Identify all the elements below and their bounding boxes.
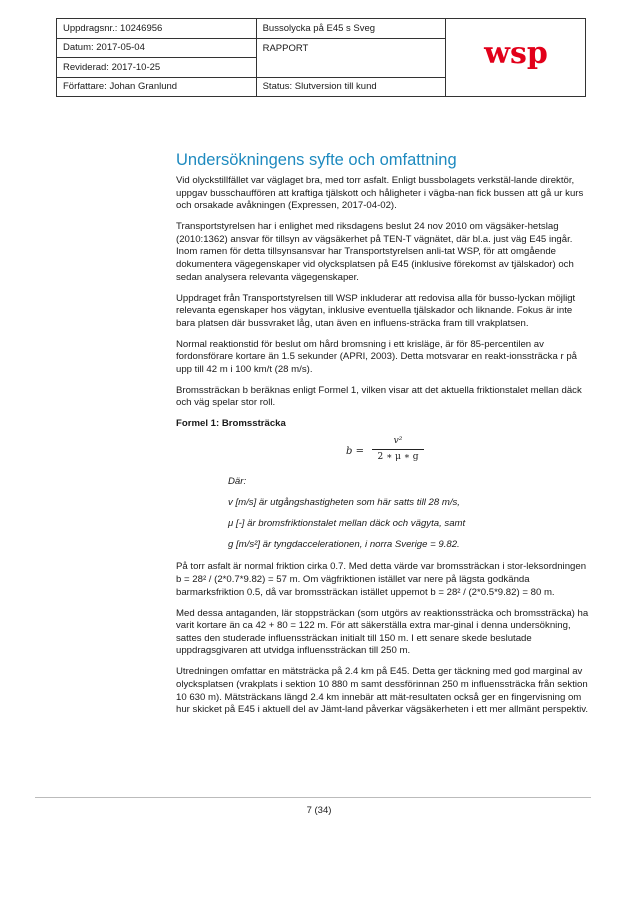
variable-mu: μ [-] är bromsfriktionstalet mellan däck och vägyta, samt (228, 518, 466, 530)
main-content (176, 150, 592, 725)
formula-numerator: v² (393, 436, 403, 447)
fraction-bar (372, 449, 424, 450)
paragraph-4: Normal reaktionstid för beslut om hård bromsning i ett krisläge, är för 85-percentilen av fordonsförare kortare än 1.5 sekunder (APRI, 2003). Detta motsvarar en reakt-ionssträcka r på upp till 42 m i 100 km/t (28 m/s). (176, 338, 577, 375)
author: Författare: Johan Granlund (57, 77, 257, 97)
where-label: Där: (228, 476, 247, 488)
formula-heading: Formel 1: Bromssträcka (176, 418, 286, 430)
logo-cell (446, 19, 586, 97)
revision-date: Reviderad: 2017-10-25 (57, 58, 257, 78)
document-type: RAPPORT (256, 38, 446, 77)
formula-denominator: 2 ∗ μ ∗ g (377, 452, 419, 463)
formula-lhs: b = (346, 446, 364, 458)
document-header-table (56, 18, 586, 97)
paragraph-7: Med dessa antaganden, lär stoppsträckan (som utgörs av reaktionssträcka och bromssträcka) ha varit kortare än ca 42 + 80 = 122 m. För att säkerställa extra mar-ginal i denna undersökning, sattes den studerade influenssträckan initialt till 150 m. I ett senare skede beslutade uppdragsgivaren att utvidga influenssträckan till 250 m. (176, 607, 589, 657)
formula-variables (228, 475, 592, 551)
project-name: Bussolycka på E45 s Sveg (256, 19, 446, 39)
braking-distance-formula (176, 435, 592, 469)
section-title: Undersökningens syfte och omfattning (176, 151, 457, 169)
document-status: Status: Slutversion till kund (256, 77, 446, 97)
variable-v: v [m/s] är utgångshastigheten som här satts till 28 m/s, (228, 497, 460, 509)
document-date: Datum: 2017-05-04 (57, 38, 257, 58)
paragraph-1: Vid olyckstillfället var väglaget bra, med torr asfalt. Enligt bussbolagets verkstäl-lande direktör, uppgav busschauffören att kraftiga tjälskott och håligheter i vägba-nan fick bussen att gå ur kurs och orsakade avåkningen (Expressen, 2017-04-02). (176, 175, 584, 212)
paragraph-6: På torr asfalt är normal friktion cirka 0.7. Med detta värde var bromssträckan i stor-leksordningen b = 28² / (2*0.7*9.82) = 57 m. Om vägfriktionen istället var nere på lägsta godkända barmarksfriktion 0.5, då var bromssträckan istället uppemot b = 28² / (2*0.5*9.82) = 80 m. (176, 561, 587, 598)
paragraph-5: Bromssträckan b beräknas enligt Formel 1, vilken visar att det aktuella friktionstalet mellan däck och väg spelar stor roll. (176, 384, 582, 409)
formula-fraction (372, 435, 424, 464)
page-number: 7 (34) (306, 805, 332, 816)
assignment-number: Uppdragsnr.: 10246956 (57, 19, 257, 39)
footer-divider (35, 797, 591, 798)
wsp-logo (481, 36, 551, 76)
variable-g: g [m/s²] är tyngdaccelerationen, i norra Sverige = 9.82. (228, 539, 460, 551)
paragraph-3: Uppdraget från Transportstyrelsen till WSP inkluderar att redovisa alla för busso-lyckan möjligt relevanta egenskaper hos vägytan, inklusive eventuella tjälskador och liknande. Fokus är inte bara platsen där bussvraket låg, utan även en influens-sträcka fram till vrakplatsen. (176, 292, 576, 329)
paragraph-8: Utredningen omfattar en mätsträcka på 2.4 km på E45. Detta ger täckning med god marginal av olycksplatsen (vrakplats i sektion 10 880 m samt dessförinnan 250 m influenssträcka från sektion 10 630 m). Mätsträckans längd 2.4 km innebär att mät-resultaten också ger en fingervisning om hur skicket på E45 i aktuell del av Jämt-land påverkar vägsäkerheten i ett mer allmänt perspektiv. (176, 666, 589, 716)
paragraph-2: Transportstyrelsen har i enlighet med riksdagens beslut 24 nov 2010 om vägsäker-hetslag (2010:1362) ansvar för tillsyn av vägsäkerhet på TEN-T vägnätet, där bl.a. just väg E45 ingår. Inom ramen för detta tillsynsansvar har Transportstyrelsen anli-tat WSP, för att omgående dokumentera vägegenskaper vid olycksplatsen på E45 (inklusive förekomst av tjälskador) och sedan analysera relevanta vägegenskaper. (176, 221, 574, 283)
wsp-logo-text: wsp (483, 36, 548, 71)
